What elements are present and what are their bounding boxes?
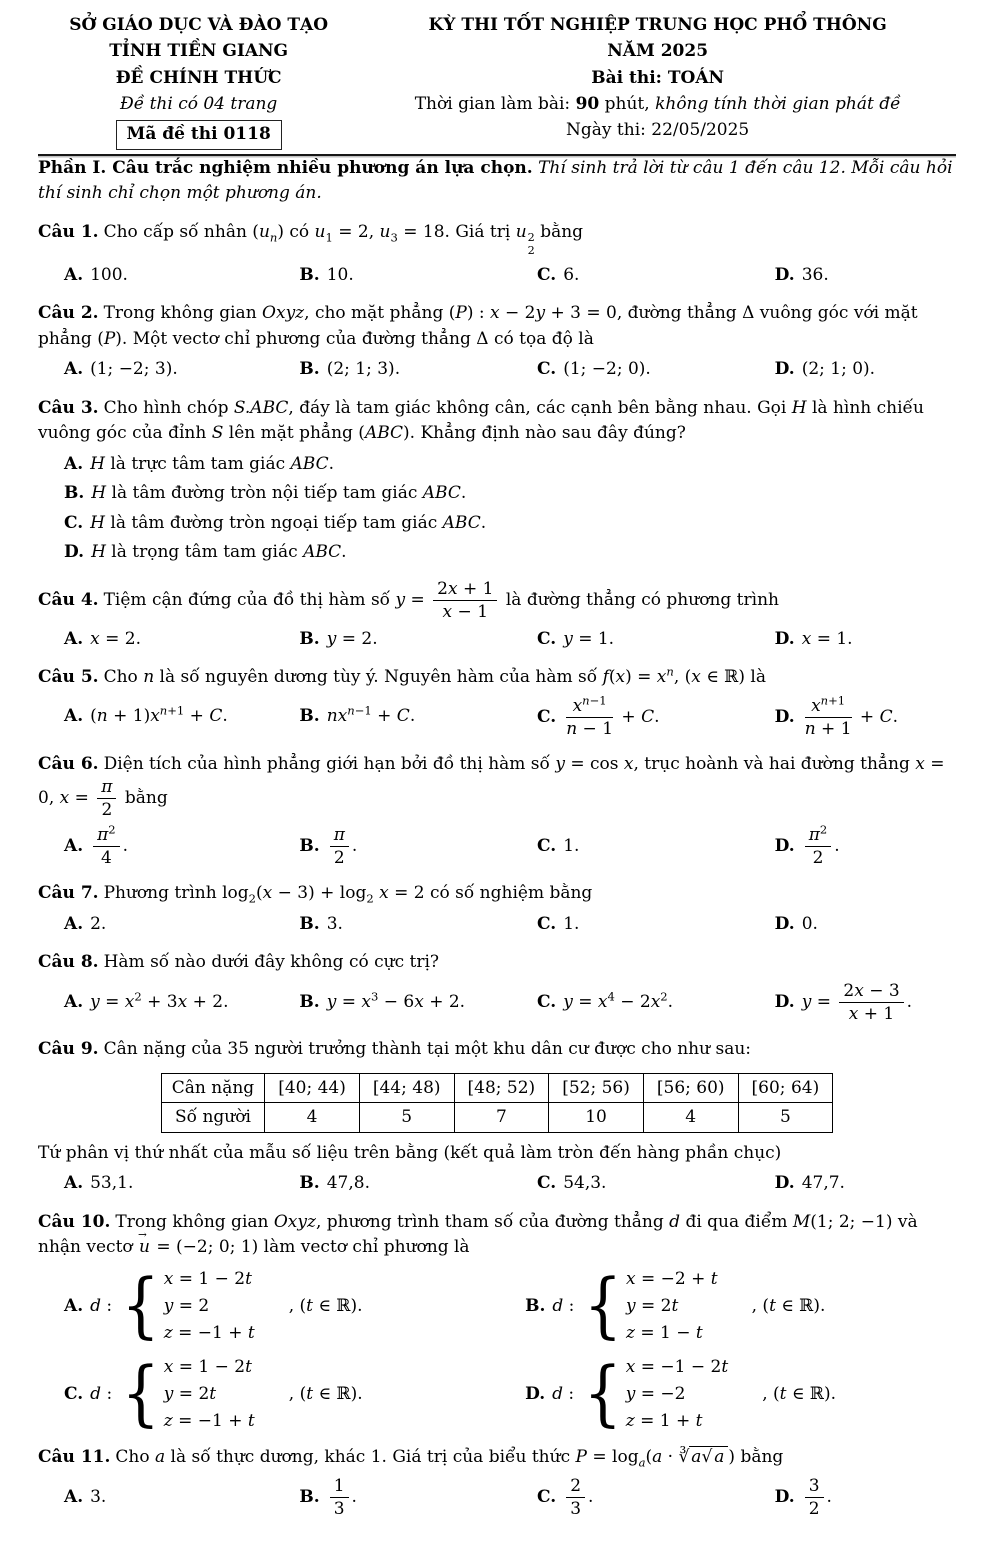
option — [64, 357, 293, 383]
option-body: $y = x^2 + 3x + 2$. — [90, 989, 229, 1012]
options — [38, 912, 956, 938]
question-text — [38, 1210, 956, 1261]
table-cell: 4 — [265, 1103, 360, 1133]
table-cell: Số người — [161, 1103, 264, 1133]
question-1 — [38, 220, 956, 288]
option-body: d : { x = −2 + t y = 2t z = 1 − t , (t ∈ ℝ). — [552, 1264, 826, 1348]
option-label: D. — [774, 991, 795, 1012]
option-body: y = $\frac{2x - 3}{x + 1}$ . — [801, 980, 913, 1024]
option-body: 1. — [563, 836, 580, 857]
stats-table — [161, 1073, 833, 1133]
option-label: B. — [525, 1296, 546, 1317]
part-heading-bold: Phần I. Câu trắc nghiệm nhiều phương án lựa chọn. — [38, 157, 533, 178]
option-body: 47,7. — [801, 1173, 845, 1194]
option — [299, 990, 531, 1016]
table-cell: 5 — [738, 1103, 833, 1133]
option-body: $\frac{\pi^2}{2}$ . — [802, 836, 840, 856]
option-body: 36. — [801, 264, 829, 285]
table-cell: [40; 44) — [265, 1073, 360, 1103]
table-cell: [56; 60) — [643, 1073, 738, 1103]
option — [775, 357, 956, 383]
option-body: 53,1. — [90, 1173, 134, 1194]
option-label: C. — [537, 264, 557, 285]
option-label: B. — [299, 836, 320, 857]
option — [299, 825, 531, 868]
option — [64, 704, 293, 730]
question-label: Câu 2. — [38, 303, 99, 324]
question-body: Cho cấp số nhân $(u_n)$ có $u_1 = 2$, $u_3 = 18$. Giá trị u 2 2 bằng — [103, 221, 584, 257]
question-body: Cho hình chóp S.ABC, đáy là tam giác không cân, các cạnh bên bằng nhau. Gọi H là hình chiếu vuông góc của đỉnh S lên mặt phẳng (ABC). Khẳng định nào sau đây đúng? — [38, 397, 924, 444]
header-left-block — [38, 12, 359, 150]
option — [775, 627, 956, 653]
option — [537, 990, 769, 1016]
exam-code-box: Mã đề thi 0118 — [116, 120, 282, 149]
table-cell: 10 — [549, 1103, 644, 1133]
option-label: C. — [537, 1486, 557, 1507]
table-cell: 5 — [359, 1103, 454, 1133]
option-label: D. — [774, 264, 795, 285]
option-label: C. — [64, 512, 84, 533]
option-body: 3. — [90, 1486, 107, 1507]
options — [38, 981, 956, 1024]
question-label: Câu 3. — [38, 397, 99, 418]
options — [38, 1476, 956, 1519]
option — [64, 263, 293, 289]
option — [537, 357, 769, 383]
option — [775, 1476, 956, 1519]
department-name: SỞ GIÁO DỤC VÀ ĐÀO TẠO — [69, 15, 329, 35]
table-row — [161, 1073, 832, 1103]
options — [38, 263, 956, 289]
option-label: C. — [537, 1173, 557, 1194]
question-label: Câu 6. — [38, 753, 99, 774]
option-body: (2; 1; 0). — [801, 359, 876, 380]
question-text — [38, 579, 956, 622]
official-exam-label: ĐỀ CHÍNH THỨC — [115, 67, 282, 88]
option — [775, 912, 956, 938]
option-body: (2; 1; 3). — [326, 359, 401, 380]
option-label: D. — [774, 1486, 795, 1507]
option — [64, 1264, 525, 1348]
question-6 — [38, 752, 956, 869]
table-cell: 4 — [643, 1103, 738, 1133]
option-label: B. — [299, 706, 320, 727]
option-body: $\frac{3}{2}$ . — [802, 1487, 832, 1507]
question-text — [38, 220, 956, 258]
option — [299, 1171, 531, 1197]
option-label: A. — [64, 706, 84, 727]
vector-arrow: → u — [138, 1235, 151, 1261]
option-label: A. — [64, 836, 84, 857]
option-body: y = 1. — [563, 628, 615, 649]
question-body: Cân nặng của 35 người trưởng thành tại một khu dân cư được cho như sau: — [103, 1039, 752, 1060]
option-body: $\frac{x^{n-1}}{n - 1}$ + C. — [566, 692, 660, 739]
option-label: B. — [299, 264, 320, 285]
question-label: Câu 5. — [38, 667, 99, 688]
question-text — [38, 752, 956, 821]
question-body: Trong không gian Oxyz, phương trình tham số của đường thẳng d đi qua điểm M(1; 2; −1) và nhận vectơ → u = (−2; 0; 1) làm vectơ chỉ phương là — [38, 1212, 918, 1258]
option-body: 0. — [801, 913, 818, 934]
option — [525, 1352, 956, 1436]
question-body: Phương trình $\log_2(x - 3) + \log_2 x = 2$ có số nghiệm bằng — [103, 883, 593, 906]
question-body: Cho n là số nguyên dương tùy ý. Nguyên hàm của hàm số $f(x) = x^n$, (x ∈ ℝ) là — [103, 664, 767, 688]
option — [64, 822, 293, 869]
option-label: D. — [774, 706, 795, 727]
option — [525, 1264, 956, 1348]
option — [299, 627, 531, 653]
option-label: D. — [774, 913, 795, 934]
options — [38, 822, 956, 869]
option-label: B. — [299, 359, 320, 380]
option — [64, 1485, 293, 1511]
pages-note: Đề thi có 04 trang — [119, 94, 278, 115]
option — [64, 912, 293, 938]
question-label: Câu 4. — [38, 589, 99, 610]
options — [38, 692, 956, 739]
option-body: H là trực tâm tam giác ABC. — [90, 453, 335, 474]
question-after-text: Tứ phân vị thứ nhất của mẫu số liệu trên bằng (kết quả làm tròn đến hàng phần chục) — [38, 1142, 782, 1163]
question-text — [38, 1037, 956, 1063]
question-7 — [38, 881, 956, 937]
option-body: 54,3. — [563, 1173, 607, 1194]
option-body: 10. — [326, 264, 354, 285]
option-body: 1. — [563, 913, 580, 934]
exam-subject: Bài thi: TOÁN — [591, 67, 725, 88]
table-cell: [48; 52) — [454, 1073, 549, 1103]
option-label: A. — [64, 1296, 84, 1317]
option — [537, 1476, 769, 1519]
question-4 — [38, 579, 956, 653]
exam-name: KỲ THI TỐT NGHIỆP TRUNG HỌC PHỔ THÔNG — [428, 15, 887, 35]
option — [38, 452, 956, 478]
option-label: A. — [64, 453, 84, 474]
option-label: D. — [525, 1383, 546, 1404]
options — [38, 452, 956, 566]
option-body: d : { x = 1 − 2t y = 2 z = −1 + t , (t ∈ ℝ). — [90, 1264, 363, 1348]
question-label: Câu 1. — [38, 221, 99, 242]
part-heading-note: Thí sinh trả lời từ câu 1 đến câu 12. Mỗi câu hỏi thí sinh chỉ chọn một phương án. — [38, 157, 953, 204]
header-right-block — [359, 12, 956, 144]
question-8 — [38, 950, 956, 1024]
option — [774, 692, 956, 739]
option — [299, 263, 531, 289]
option-label: A. — [64, 991, 84, 1012]
option-body: $(n + 1)x^{n+1} + C$. — [90, 703, 228, 727]
question-text — [38, 665, 956, 691]
option-label: C. — [537, 991, 557, 1012]
option-body: 6. — [563, 264, 580, 285]
option-label: C. — [64, 1383, 84, 1404]
duration-note: không tính thời gian phát đề — [655, 94, 901, 115]
option-body: (1; −2; 0). — [563, 359, 651, 380]
option-label: C. — [537, 359, 557, 380]
option-label: C. — [537, 913, 557, 934]
option — [537, 627, 769, 653]
option-label: B. — [299, 1486, 320, 1507]
option-label: A. — [64, 264, 84, 285]
question-text — [38, 396, 956, 447]
option — [38, 540, 956, 566]
exam-date: Ngày thi: 22/05/2025 — [566, 120, 750, 141]
question-11 — [38, 1445, 956, 1519]
option — [38, 511, 956, 537]
question-body: Tiệm cận đứng của đồ thị hàm số y = $\frac{2x + 1}{x - 1}$ là đường thẳng có phương trình — [103, 578, 779, 622]
question-text — [38, 881, 956, 907]
option — [537, 912, 769, 938]
option-body: $y = x^3 - 6x + 2$. — [326, 989, 466, 1012]
option-body: $\frac{\pi^2}{4}$ . — [90, 836, 128, 856]
question-label: Câu 7. — [38, 883, 99, 904]
option-label: A. — [64, 913, 84, 934]
option-body: d : { x = 1 − 2t y = 2t z = −1 + t , (t ∈ ℝ). — [90, 1352, 363, 1436]
table-cell: [44; 48) — [359, 1073, 454, 1103]
option-body: H là tâm đường tròn ngoại tiếp tam giác ABC. — [90, 512, 487, 533]
option-label: A. — [64, 1173, 84, 1194]
table-cell: [60; 64) — [738, 1073, 833, 1103]
option-label: B. — [299, 628, 320, 649]
option-label: D. — [774, 359, 795, 380]
option — [64, 1352, 525, 1436]
table-cell: 7 — [454, 1103, 549, 1133]
question-text — [38, 1445, 956, 1471]
option-label: A. — [64, 1486, 84, 1507]
duration-minutes: 90 — [575, 94, 600, 115]
option — [38, 481, 956, 507]
options — [38, 1171, 956, 1197]
option — [64, 1171, 293, 1197]
options — [38, 627, 956, 653]
option-body: $nx^{n-1} + C$. — [326, 703, 416, 727]
option-body: 47,8. — [326, 1173, 370, 1194]
option-body: d : { x = −1 − 2t y = −2 z = 1 + t , (t ∈ ℝ). — [552, 1352, 837, 1436]
option-body: $\frac{\pi}{2}$ . — [327, 836, 358, 856]
option-label: D. — [64, 542, 85, 563]
question-10 — [38, 1210, 956, 1436]
option-body: y = 2. — [326, 628, 378, 649]
option-body: H là tâm đường tròn nội tiếp tam giác ABC. — [91, 483, 467, 504]
part-heading — [38, 156, 956, 207]
option-body: x = 1. — [801, 628, 853, 649]
table-cell: Cân nặng — [161, 1073, 264, 1103]
question-text — [38, 301, 956, 352]
option-body: 100. — [90, 264, 128, 285]
table-cell: [52; 56) — [549, 1073, 644, 1103]
option — [537, 1171, 769, 1197]
question-2 — [38, 301, 956, 383]
option-body: $\frac{2}{3}$ . — [563, 1487, 593, 1507]
option — [64, 627, 293, 653]
question-body: Cho a là số thực dương, khác 1. Giá trị của biểu thức $P = \log_a(a$ · ∛ a√ a ) bằng — [115, 1447, 784, 1470]
question-body: Hàm số nào dưới đây không có cực trị? — [103, 952, 440, 973]
option — [299, 912, 531, 938]
option-label: C. — [537, 706, 557, 727]
option-label: B. — [299, 1173, 320, 1194]
question-label: Câu 11. — [38, 1447, 111, 1468]
question-body: Trong không gian Oxyz, cho mặt phẳng (P) : x − 2y + 3 = 0, đường thẳng Δ vuông góc với mặt phẳng (P). Một vectơ chỉ phương của đường thẳng Δ có tọa độ là — [38, 303, 918, 349]
question-3 — [38, 396, 956, 566]
option — [775, 1171, 956, 1197]
option-body: $\frac{x^{n+1}}{n + 1}$ + C. — [804, 692, 899, 739]
exam-code-row — [38, 117, 359, 149]
option — [774, 822, 956, 869]
options — [38, 1264, 956, 1436]
question-label: Câu 8. — [38, 952, 99, 973]
option-label: D. — [774, 628, 795, 649]
duration-mid: phút, — [599, 94, 656, 115]
option-label: C. — [537, 628, 557, 649]
option — [299, 1476, 531, 1519]
question-label: Câu 9. — [38, 1039, 99, 1060]
exam-year: NĂM 2025 — [607, 41, 709, 62]
option — [537, 263, 769, 289]
option-label: D. — [774, 836, 795, 857]
option-body: (1; −2; 3). — [90, 359, 178, 380]
province-name: TỈNH TIỀN GIANG — [109, 41, 289, 62]
option-label: A. — [64, 359, 84, 380]
option — [299, 357, 531, 383]
exam-header — [38, 12, 956, 150]
question-5 — [38, 665, 956, 739]
option-label: D. — [774, 1173, 795, 1194]
option-label: B. — [64, 483, 85, 504]
questions — [38, 220, 956, 1519]
option-body: $\frac{1}{3}$ . — [327, 1487, 357, 1507]
question-9 — [38, 1037, 956, 1197]
option-body: x = 2. — [90, 628, 141, 649]
option — [299, 704, 531, 730]
option-body: 3. — [326, 913, 343, 934]
option — [775, 981, 956, 1024]
options — [38, 357, 956, 383]
option-body: 2. — [90, 913, 107, 934]
question-text — [38, 950, 956, 976]
table-row — [161, 1103, 832, 1133]
option-label: B. — [299, 991, 320, 1012]
option — [64, 990, 293, 1016]
question-label: Câu 10. — [38, 1211, 111, 1232]
question-body: Diện tích của hình phẳng giới hạn bởi đồ thị hàm số y = cos x, trục hoành và hai đường thẳng x = 0, x = $\frac{\pi}{2}$ bằng — [38, 753, 945, 821]
option-body: H là trọng tâm tam giác ABC. — [91, 542, 347, 563]
exam-duration — [359, 91, 956, 117]
duration-prefix: Thời gian làm bài: — [414, 94, 576, 115]
option — [537, 692, 769, 739]
option-label: B. — [299, 913, 320, 934]
option-label: C. — [537, 836, 557, 857]
option-body: $y = x^4 - 2x^2$. — [563, 989, 674, 1012]
option — [537, 834, 769, 860]
option — [775, 263, 956, 289]
option-label: A. — [64, 628, 84, 649]
